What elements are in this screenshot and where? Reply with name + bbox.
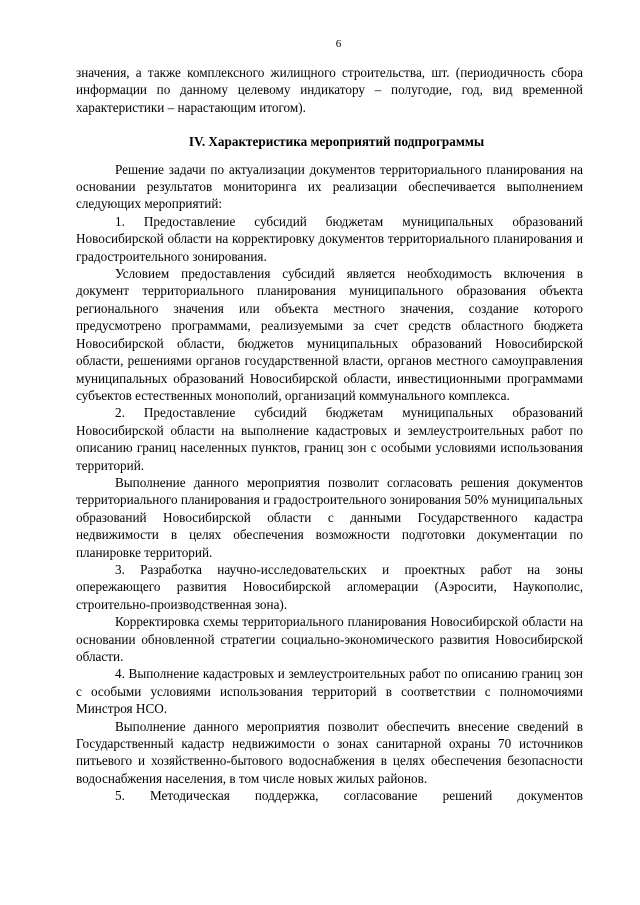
paragraph-task: Решение задачи по актуализации документов территориального планирования на основании результатов мониторинга их реализации обеспечивается выполнением следующих мероприятий: xyxy=(76,161,583,212)
paragraph-item-3-correction: Корректировка схемы территориального планирования Новосибирской области на основании обновленной стратегии социально-экономического развития Новосибирской области. xyxy=(76,614,583,664)
paragraph-item-5: 5. Методическая поддержка, согласование решений документов xyxy=(115,788,583,804)
paragraph-item-1: 1. Предоставление субсидий бюджетам муниципальных образований Новосибирской области на корректировку документов территориального планирования и градостроительного зонирования. xyxy=(76,213,583,264)
paragraph-item-4: 4. Выполнение кадастровых и землеустроительных работ по описанию границ зон с особыми условиями использования территорий в соответствии с полномочиями Минстроя НСО. xyxy=(76,666,583,717)
section-heading: IV. Характеристика мероприятий подпрограммы xyxy=(188,134,485,150)
paragraph-item-2: 2. Предоставление субсидий бюджетам муниципальных образований Новосибирской области на выполнение кадастровых и землеустроительных работ по описанию границ населенных пунктов, границ зон с особыми условиями использования территорий. xyxy=(76,405,583,473)
paragraph-subsidy-conditions: Условием предоставления субсидий является необходимость включения в документ территориального планирования муниципального образования объекта регионального значения или объекта местного значения, создание которого предусмотрено программами, реализуемыми за счет средств областного бюджета Новосибирской области, бюджетов муниципальных образований Новосибирской области, решениями органов государственной власти, органов местного самоуправления муниципальных образований Новосибирской области, инвестиционными программами субъектов естественных монополий, организаций коммунального комплекса. xyxy=(76,266,583,403)
paragraph-item-4-result: Выполнение данного мероприятия позволит обеспечить внесение сведений в Государственный кадастр недвижимости о зонах санитарной охраны 70 источников питьевого и хозяйственно-бытового водоснабжения в целях обеспечения безопасности водоснабжения населения, в том числе новых жилых районов. xyxy=(76,718,583,786)
page-number: 6 xyxy=(335,38,342,50)
intro-paragraph: значения, а также комплексного жилищного строительства, шт. (периодичность сбора информации по данному целевому индикатору – полугодие, год, вид временной характеристики – нарастающим итогом). xyxy=(76,65,583,115)
paragraph-item-3: 3. Разработка научно-исследовательских и проектных работ на зоны опережающего развития Новосибирской агломерации (Аэросити, Наукополис, строительно-производственная зона). xyxy=(76,561,583,612)
paragraph-item-2-result: Выполнение данного мероприятия позволит согласовать решения документов территориального планирования и градостроительного зонирования 50% муниципальных образований Новосибирской области с данными Государственного кадастра недвижимости в целях обеспечения возможности подготовки документации по планировке территорий. xyxy=(76,474,583,560)
